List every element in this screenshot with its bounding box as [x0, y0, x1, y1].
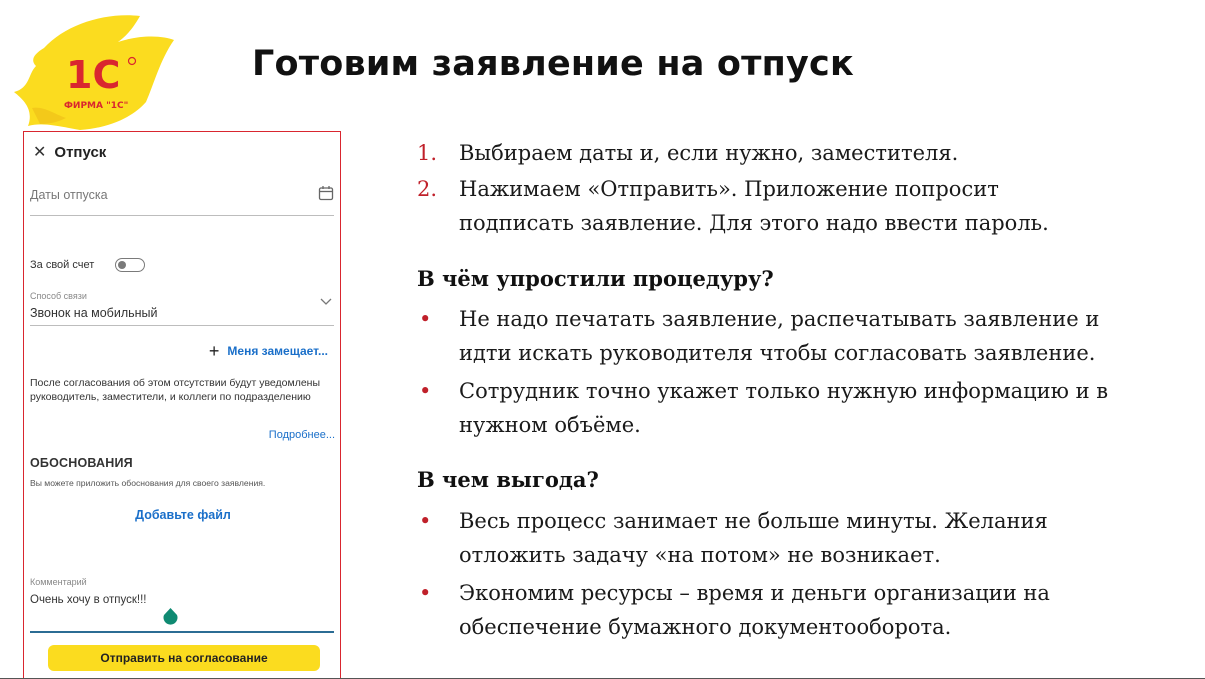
step-text: Нажимаем «Отправить». Приложение попросит	[459, 177, 999, 201]
section-heading-benefit: В чем выгода?	[417, 467, 599, 492]
comment-underline	[30, 631, 334, 633]
bullet-item	[417, 576, 1050, 610]
divider	[30, 215, 334, 216]
step-2-continued	[417, 206, 1049, 240]
comment-label: Комментарий	[30, 577, 87, 587]
bullet-item-continued	[417, 336, 1095, 370]
bullet-icon: •	[419, 307, 432, 331]
bullet-text: нужном объёме.	[459, 413, 641, 437]
slide-title: Готовим заявление на отпуск	[252, 44, 854, 84]
submit-for-approval-button[interactable]: Отправить на согласование	[48, 645, 320, 671]
bullet-text: Не надо печатать заявление, распечатывать заявление и	[459, 307, 1100, 331]
bullet-text: Экономим ресурсы – время и деньги организации на	[459, 581, 1050, 605]
bullet-text: отложить задачу «на потом» не возникает.	[459, 543, 941, 567]
logo-caption: ФИРМА "1С"	[64, 101, 129, 111]
bullet-item	[417, 504, 1048, 538]
bullet-item-continued	[417, 538, 941, 572]
step-1	[417, 136, 958, 170]
step-number: 1.	[417, 141, 438, 165]
own-expense-label: За свой счет	[30, 259, 95, 271]
bullet-item-continued	[417, 610, 951, 644]
contact-method-label: Способ связи	[30, 291, 87, 301]
bullet-icon: •	[419, 509, 432, 533]
firm-1c-logo	[14, 14, 174, 132]
close-icon[interactable]: ✕	[33, 143, 47, 161]
plus-icon: +	[208, 341, 220, 361]
own-expense-toggle[interactable]	[115, 258, 145, 272]
justification-hint: Вы можете приложить обоснования для своего заявления.	[30, 478, 266, 488]
bullet-item-continued	[417, 408, 641, 442]
vacation-dates-field[interactable]: Даты отпуска	[30, 188, 108, 202]
vacation-request-form	[23, 131, 341, 679]
bullet-text: Сотрудник точно укажет только нужную информацию и в	[459, 379, 1109, 403]
bullet-text: идти искать руководителя чтобы согласовать заявление.	[459, 341, 1096, 365]
add-deputy-label: Меня замещает...	[227, 344, 328, 358]
add-file-button[interactable]: Добавьте файл	[135, 508, 231, 522]
toggle-knob	[118, 261, 126, 269]
step-text: подписать заявление. Для этого надо ввести пароль.	[459, 211, 1049, 235]
text-cursor-handle-icon[interactable]	[162, 607, 179, 625]
justification-title: ОБОСНОВАНИЯ	[30, 456, 133, 470]
form-title: Отпуск	[54, 144, 107, 161]
bullet-text: обеспечение бумажного документооборота.	[459, 615, 952, 639]
bullet-item	[417, 374, 1108, 408]
more-link[interactable]: Подробнее...	[268, 429, 335, 441]
step-number: 2.	[417, 177, 438, 201]
calendar-icon[interactable]	[318, 185, 334, 201]
chevron-down-icon[interactable]	[320, 298, 332, 306]
bullet-icon: •	[419, 581, 432, 605]
comment-input[interactable]: Очень хочу в отпуск!!!	[30, 594, 147, 606]
logo-mark: 1С	[66, 53, 121, 97]
section-heading-simplified: В чём упростили процедуру?	[417, 266, 774, 291]
add-deputy-button[interactable]	[208, 341, 328, 361]
bullet-icon: •	[419, 379, 432, 403]
step-text: Выбираем даты и, если нужно, заместителя.	[459, 141, 959, 165]
form-header	[33, 144, 106, 161]
step-2	[417, 172, 999, 206]
approval-note: После согласования об этом отсутствии будут уведомлены руководитель, заместители, и коллеги по подразделению	[30, 377, 321, 403]
divider	[30, 325, 334, 326]
bullet-item	[417, 302, 1099, 336]
bullet-text: Весь процесс занимает не больше минуты. Желания	[459, 509, 1048, 533]
contact-method-select[interactable]: Звонок на мобильный	[30, 306, 158, 320]
